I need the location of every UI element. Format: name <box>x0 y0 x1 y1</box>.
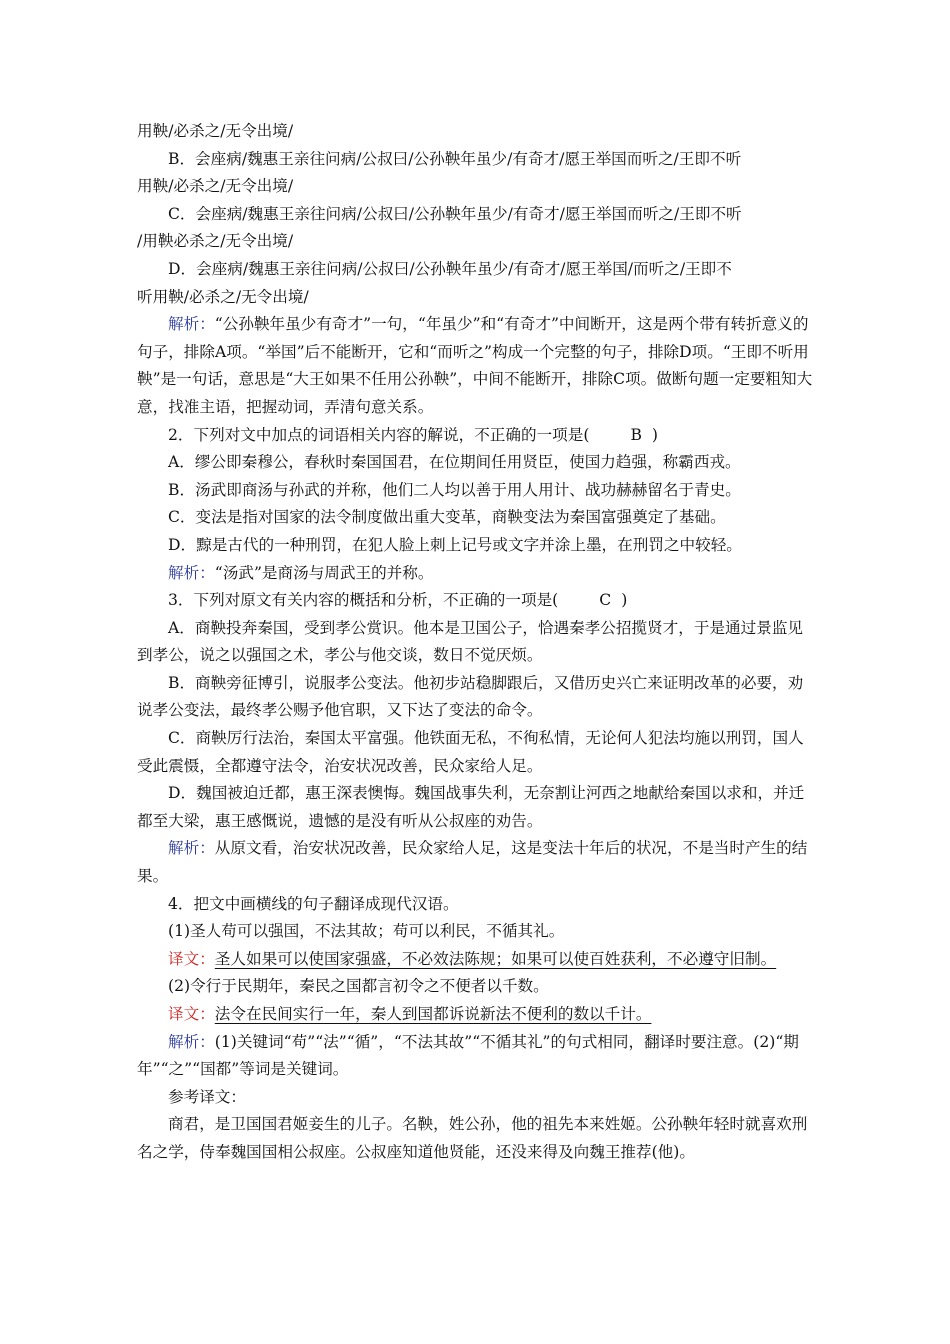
q1-option-d-line1: D．会座病/魏惠王亲往问病/公叔曰/公孙鞅年虽少/有奇才/愿王举国/而听之/王即不 <box>168 259 732 278</box>
q2-answer: B <box>630 425 642 444</box>
analysis-label: 解析： <box>168 563 215 582</box>
q2-analysis <box>137 560 815 588</box>
q3-stem-text: 3．下列对原文有关内容的概括和分析，不正确的一项是( <box>168 591 559 610</box>
q3-option-c: C．商鞅厉行法治，秦国太平富强。他铁面无私，不徇私情，无论何人犯法均施以刑罚，国人受此震慑，全都遵守法令，治安状况改善，民众家给人足。 <box>137 729 804 775</box>
q3-analysis-text: 从原文看，治安状况改善，民众家给人足，这是变法十年后的状况，不是当时产生的结果。 <box>137 839 808 886</box>
q1-option-b-line2: 用鞅/必杀之/无令出境/ <box>137 177 294 196</box>
q1-option-a-tail: 用鞅/必杀之/无令出境/ <box>137 122 294 140</box>
q2-stem <box>137 422 815 450</box>
q1-option-c-line1: C．会座病/魏惠王亲往问病/公叔曰/公孙鞅年虽少/有奇才/愿王举国而听之/王即不听 <box>168 204 742 223</box>
q2-stem-end: ) <box>651 425 659 444</box>
translation-label: 译文： <box>168 1005 215 1023</box>
q4-translation-1 <box>137 946 815 974</box>
q2-option-d: D．黥是古代的一种刑罚，在犯人脸上刺上记号或文字并涂上墨，在刑罚之中较轻。 <box>168 535 742 554</box>
q3-option-b: B．商鞅旁征博引，说服孝公变法。他初步站稳脚跟后，又借历史兴亡来证明改革的必要，劝说孝公变法，最终孝公赐予他官职，又下达了变法的命令。 <box>137 673 804 720</box>
q3-stem <box>137 587 815 615</box>
q4-translation-2-text: 法令在民间实行一年，秦人到国都诉说新法不便利的数以千计。 <box>214 1005 652 1023</box>
q4-stem: 4．把文中画横线的句子翻译成现代汉语。 <box>168 894 459 913</box>
document-body <box>137 118 815 1167</box>
analysis-label: 解析： <box>168 1032 215 1051</box>
reference-label: 参考译文： <box>168 1087 246 1106</box>
analysis-label: 解析： <box>168 315 215 334</box>
q4-analysis <box>137 1029 815 1084</box>
reference-text: 商君，是卫国国君姬妾生的儿子。名鞅，姓公孙，他的祖先本来姓姬。公孙鞅年轻时就喜欢刑名之学，侍奉魏国国相公叔座。公叔座知道他贤能，还没来得及向魏王推荐(他)。 <box>137 1115 808 1161</box>
q2-option-c: C．变法是指对国家的法令制度做出重大变革，商鞅变法为秦国富强奠定了基础。 <box>168 508 726 527</box>
q4-sentence-2: (2)令行于民期年，秦民之国都言初令之不便者以千数。 <box>168 977 549 996</box>
q2-analysis-text: “汤武”是商汤与周武王的并称。 <box>214 563 434 582</box>
q1-option-d-line2: 听用鞅/必杀之/无令出境/ <box>137 287 309 306</box>
q2-option-a: A．缪公即秦穆公，春秋时秦国国君，在位期间任用贤臣，使国力趋强，称霸西戎。 <box>168 453 741 472</box>
q4-analysis-text: (1)关键词“苟”“法”“循”，“不法其故”“不循其礼”的句式相同，翻译时要注意。(2)“期年”“之”“国都”等词是关键词。 <box>137 1032 799 1079</box>
q4-translation-2 <box>137 1001 815 1029</box>
q2-stem-text: 2．下列对文中加点的词语相关内容的解说，不正确的一项是( <box>168 425 590 444</box>
q3-analysis <box>137 835 815 890</box>
analysis-label: 解析： <box>168 839 215 858</box>
q3-stem-end: ) <box>621 591 628 610</box>
q4-translation-1-text: 圣人如果可以使国家强盛，不必效法陈规；如果可以使百姓获利，不必遵守旧制。 <box>214 949 777 968</box>
q1-option-c-line2: /用鞅必杀之/无令出境/ <box>137 232 294 251</box>
q3-option-a: A．商鞅投奔秦国，受到孝公赏识。他本是卫国公子，恰遇秦孝公招揽贤才，于是通过景监见到孝公，说之以强国之术，孝公与他交谈，数日不觉厌烦。 <box>137 618 804 665</box>
q1-option-b-line1: B．会座病/魏惠王亲往问病/公叔曰/公孙鞅年虽少/有奇才/愿王举国而听之/王即不听 <box>168 149 742 168</box>
q1-analysis-text: “公孙鞅年虽少有奇才”一句，“年虽少”和“有奇才”中间断开，这是两个带有转折意义的句子，排除A项。“举国”后不能断开，它和“而听之”构成一个完整的句子，排除D项。“王即不听用鞅”是一句话，意思是“大王如果不任用公孙鞅”，中间不能断开，排除C项。做断句题一定要粗知大意，找准主语，把握动词，弄清句意关系。 <box>137 315 813 416</box>
q4-sentence-1: (1)圣人苟可以强国，不法其故；苟可以利民，不循其礼。 <box>168 922 565 941</box>
q3-answer: C <box>599 591 612 610</box>
q2-option-b: B．汤武即商汤与孙武的并称，他们二人均以善于用人用计、战功赫赫留名于青史。 <box>168 480 741 499</box>
translation-label: 译文： <box>168 949 215 968</box>
q3-option-d: D．魏国被迫迁都，惠王深表懊悔。魏国战事失利，无奈割让河西之地献给秦国以求和，并迁都至大梁，惠王感慨说，遗憾的是没有听从公叔座的劝告。 <box>137 784 805 830</box>
q1-analysis <box>137 311 815 421</box>
